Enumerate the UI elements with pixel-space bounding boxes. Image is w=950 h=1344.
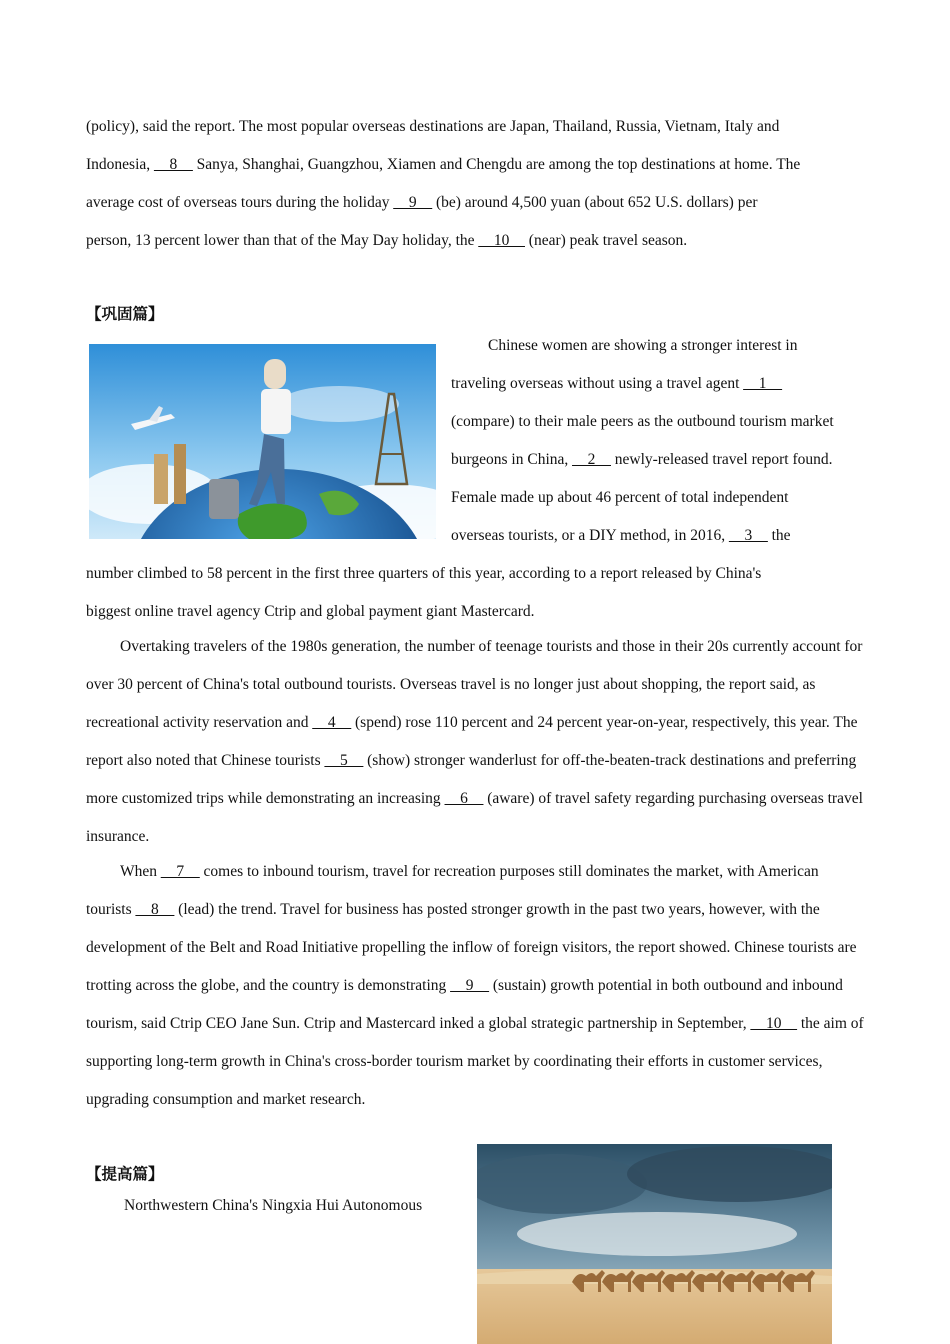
section3-paragraph-1: Northwestern China's Ningxia Hui Autonomous [124, 1197, 423, 1214]
section-heading-advance: 【提高篇】 [86, 1165, 164, 1183]
travel-woman-globe-image [89, 344, 436, 539]
blank-8b: __8__ [135, 901, 175, 918]
blank-1: __1__ [743, 375, 783, 392]
blank-7: __7__ [160, 863, 200, 880]
section2-paragraph-1-bottom: number climbed to 58 percent in the first three quarters of this year, according to a report released by China's biggest online travel agency Ctrip and global payment giant Mastercard. [86, 565, 762, 620]
desert-camel-caravan-image [477, 1144, 832, 1344]
blank-8: __8__ [154, 156, 193, 173]
blank-10b: __10__ [750, 1015, 797, 1032]
section-heading-consolidate: 【巩固篇】 [86, 305, 164, 323]
section2-paragraph-1-top: Chinese women are showing a stronger interest in traveling overseas without using a travel agent __1__ (compare) to their male peers as the outbound tourism market burgeons in China, __2__ newly-released travel report found. Female made up about 46 percent of total independent overseas tourists, or a DIY method, in 2016, __3__ the [451, 337, 834, 544]
blank-6: __6__ [444, 790, 484, 807]
blank-2: __2__ [572, 451, 611, 468]
blank-3: __3__ [728, 527, 768, 544]
section2-paragraph-2: Overtaking travelers of the 1980s generation, the number of teenage tourists and those in their 20s currently account for over 30 percent of China's total outbound tourists. Overseas travel is no longer just about shopping, the report said, as recreational activity reservation and __4__ (spend) rose 110 percent and 24 percent year-on-year, respectively, this year. The report also noted that Chinese tourists __5__ (show) stronger wanderlust for off-the-beaten-track destinations and preferring more customized trips while demonstrating an increasing __6__ (aware) of travel safety regarding purchasing overseas travel insurance. [86, 638, 863, 845]
blank-5: __5__ [324, 752, 364, 769]
blank-10: __10__ [478, 232, 525, 249]
intro-paragraph: (policy), said the report. The most popular overseas destinations are Japan, Thailand, Russia, Vietnam, Italy and Indonesia, __8__ Sanya, Shanghai, Guangzhou, Xiamen and Chengdu are among the top destinations at home. The average cost of overseas tours during the holiday __9__ (be) around 4,500 yuan (about 652 U.S. dollars) per person, 13 percent lower than that of the May Day holiday, the __10__ (near) peak travel season. [86, 118, 801, 249]
blank-9b: __9__ [450, 977, 489, 994]
section2-paragraph-3: When __7__ comes to inbound tourism, travel for recreation purposes still dominates the market, with American tourists __8__ (lead) the trend. Travel for business has posted stronger growth in the past two years, however, with the development of the Belt and Road Initiative propelling the inflow of foreign visitors, the report showed. Chinese tourists are trotting across the globe, and the country is demonstrating __9__ (sustain) growth potential in both outbound and inbound tourism, said Ctrip CEO Jane Sun. Ctrip and Mastercard inked a global strategic partnership in September, __10__ the aim of supporting long-term growth in China's cross-border tourism market by coordinating their efforts in customer services, upgrading consumption and market research. [86, 863, 864, 1108]
blank-9: __9__ [393, 194, 433, 211]
blank-4: __4__ [312, 714, 352, 731]
